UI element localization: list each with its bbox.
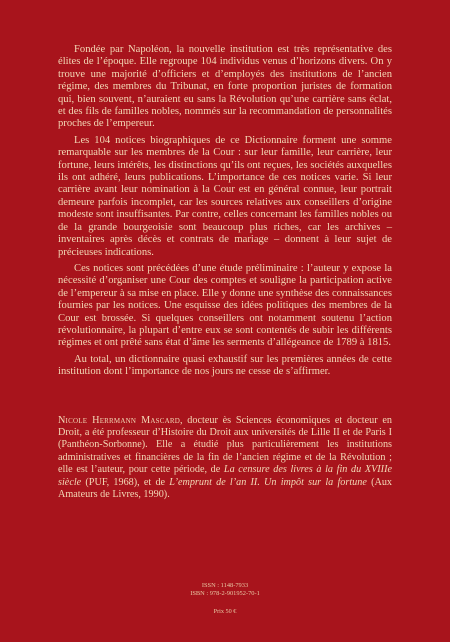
bio-text-2: (PUF, 1968), et de [81, 476, 170, 488]
author-name: Nicole Herrmann Mascard [58, 414, 180, 426]
book-title-1: La censure des livres à la fin du XVIIIe siècle [58, 464, 392, 488]
book-title-2: L’emprunt de l’an II. Un impôt sur la fortune [169, 476, 367, 488]
author-biography [58, 415, 392, 502]
price-label: Prix 50 € [213, 608, 237, 615]
description-paragraph-4: Au total, un dictionnaire quasi exhaustif sur les premières années de cette institution dont l’importance de nos jours ne cesse de s’affirmer. [58, 353, 392, 378]
description-paragraph-1: Fondée par Napoléon, la nouvelle institution est très représentative des élites de l’époque. Elle regroupe 104 individus venus d’horizons divers. On y trouve une majorité d’officiers et d’employés des institutions de l’ancien régime, des membres du Tribunat, en forte proportion juristes de formation qui, bien souvent, n’auraient eu sans la Révolution qu’une carrière sans éclat, et des fils de familles nobles, nommés sur la recommandation de personnalités proches de l’empereur. [58, 44, 392, 130]
bio-text-3: (Aux Amateurs de Livres, 1990). [58, 476, 393, 500]
isbn-label: ISBN : 978-2-901952-70-1 [190, 590, 260, 597]
issn-label: ISSN : 1148-7933 [201, 582, 249, 589]
identifier-block [0, 582, 450, 598]
bio-text-1: , docteur ès Sciences économiques et docteur en Droit, a été professeur d’Histoire du Droit aux universités de Lille II et de Paris I (Panthéon-Sorbonne). Elle a étudié plus particulièrement les institutions administratives et financières de la fin de l’ancien régime et de la Révolution ; elle est l’auteur, pour cette période, de [58, 414, 392, 476]
description-paragraph-3: Ces notices sont précédées d’une étude préliminaire : l’auteur y expose la nécessité d’organiser une Cour des comptes et souligne la participation active de l’empereur à sa mise en place. Elle y donne une synthèse des connaissances fournies par les notices. Une esquisse des idées politiques des membres de la Cour est brossée. Si quelques conseillers ont notamment soutenu l’action révolutionnaire, la plupart d’entre eux se sont contentés de subir les différents régimes et ont prêté sans état d’âme les serments d’allégeance de 1789 à 1815. [58, 262, 392, 349]
description-paragraph-2: Les 104 notices biographiques de ce Dictionnaire forment une somme remarquable sur les membres de la Cour : sur leur famille, leur carrière, leur fortune, leurs intérêts, les distinctions qu’ils ont reçues, les sociétés auxquelles ils ont adhéré, leurs publications. L’importance de ces notices varie. Si leur carrière avant leur nomination à la Cour est en général connue, leur portrait demeure parfois incomplet, car les sources relatives aux conseillers d’origine modeste sont insuffisantes. Par contre, celles concernant les familles nobles ou de la grande bourgeoisie sont beaucoup plus riches, car les archives – inventaires après décès et contrats de mariage – donnent à leur sujet de précieuses indications. [58, 134, 392, 258]
